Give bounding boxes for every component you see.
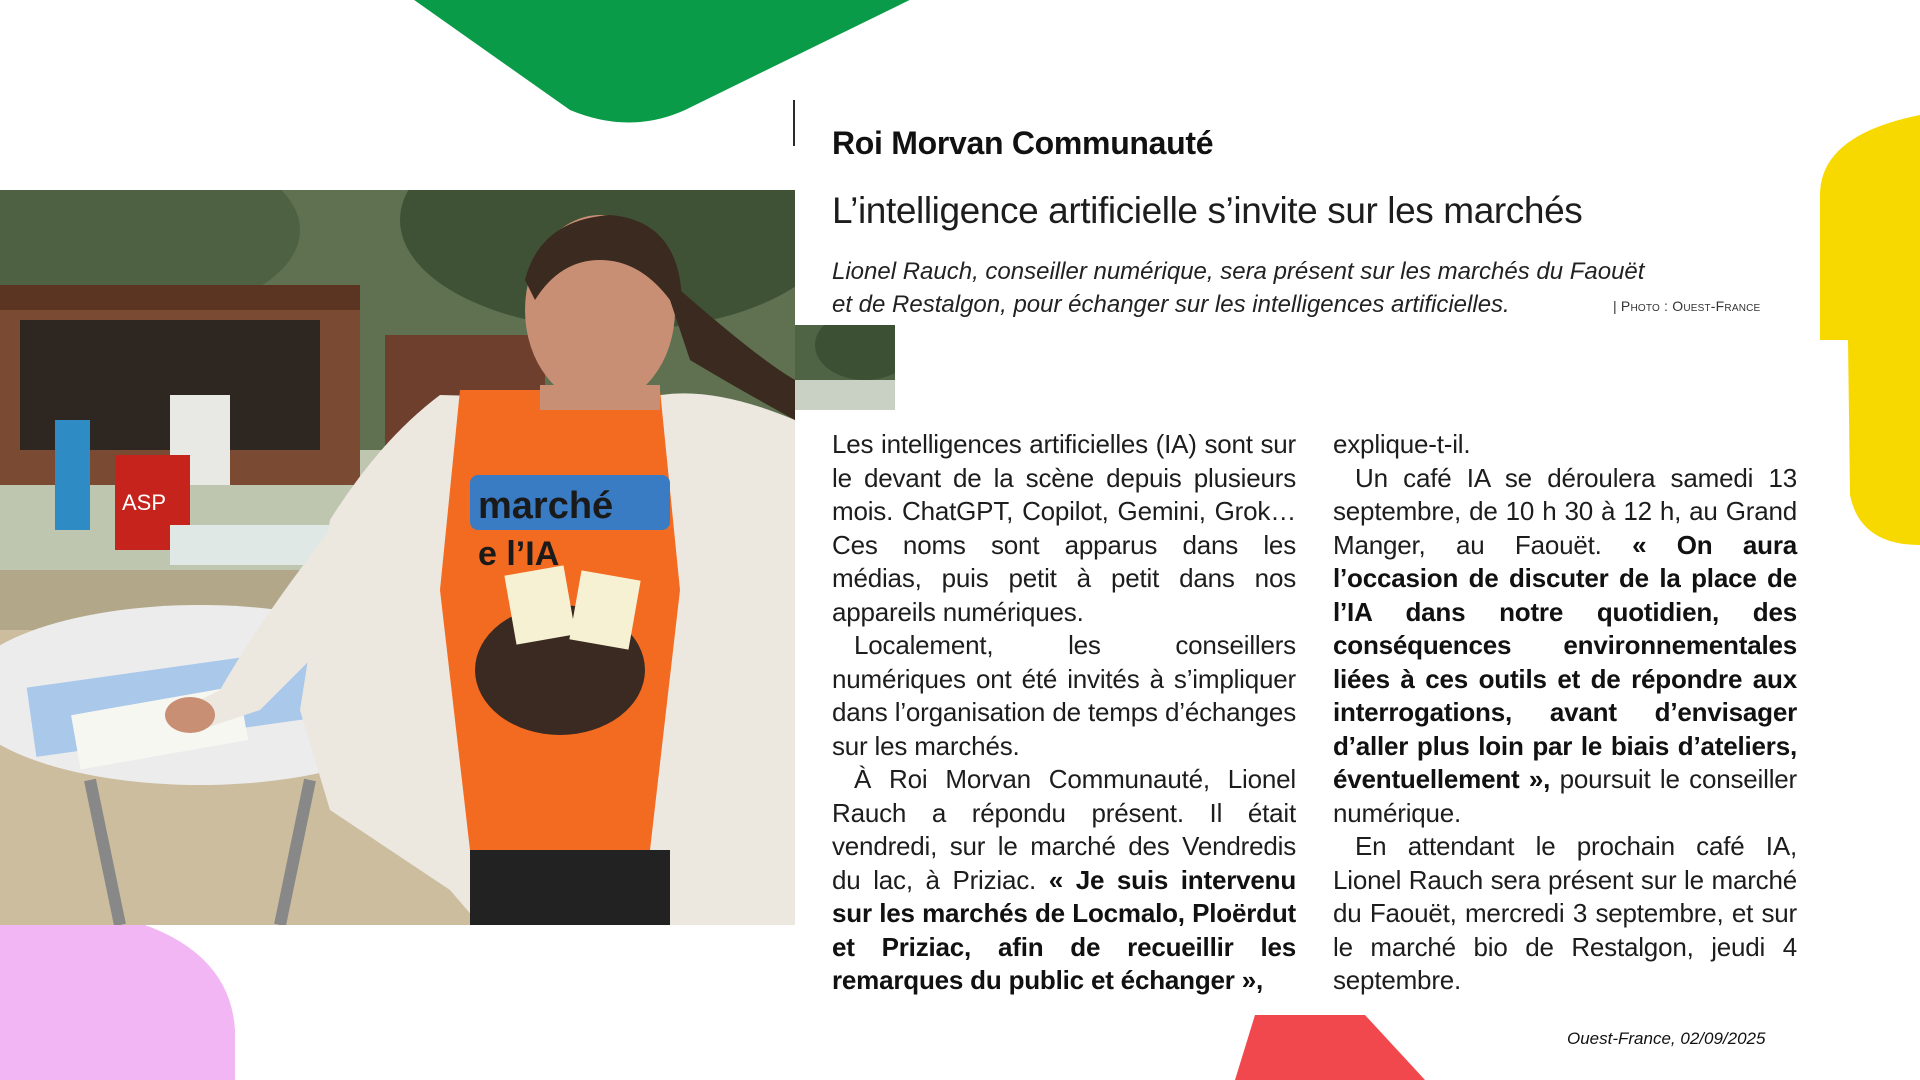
- pink-shape-path: [0, 920, 235, 1080]
- green-shape-path: [400, 0, 930, 123]
- paragraph-3-text: À Roi Morvan Communauté, Lionel Rauch a répondu présent. Il était vendredi, sur le marché des Vendredis du lac, à Priziac.: [832, 764, 1296, 895]
- shirt-text-1: marché: [478, 485, 614, 527]
- yellow-shape-path: [1820, 115, 1920, 545]
- barrel-text: ASP: [122, 490, 167, 515]
- red-shape-path: [1235, 1015, 1425, 1080]
- photo-credit: | Photo : Ouest-France: [1613, 298, 1761, 314]
- article-headline: L’intelligence artificielle s’invite sur les marchés: [832, 190, 1583, 231]
- article-photo: [0, 190, 795, 925]
- article-column-left: [832, 428, 1296, 998]
- paragraph-4: explique-t-il.: [1333, 429, 1471, 459]
- paragraph-3: [832, 763, 1296, 998]
- paragraph-1: Les intelligences artificielles (IA) sont sur le devant de la scène depuis plusieurs mois. ChatGPT, Copilot, Gemini, Grok… Ces noms sont apparus dans les médias, puis petit à petit dans nos appareils numériques.: [832, 429, 1296, 627]
- paragraph-5: [1333, 462, 1797, 831]
- photo-background-extension: [795, 325, 895, 410]
- caption-line-1: Lionel Rauch, conseiller numérique, sera présent sur les marchés du Faouët: [832, 258, 1645, 285]
- green-decorative-shape: [400, 0, 930, 135]
- photo-illustration: [0, 190, 795, 925]
- paragraph-3-quote: « Je suis intervenu sur les marchés de Locmalo, Ploërdut et Priziac, afin de recueillir les remarques du public et échanger »,: [832, 864, 1297, 995]
- shirt-text-2: e l’IA: [478, 535, 560, 573]
- paragraph-5-quote: « On aura l’occasion de discuter de la place de l’IA dans notre quotidien, des conséquences environnementales liées à ces outils et de répondre aux interrogations, avant d’envisager d’aller plus loin par le biais d’ateliers, éventuellement »,: [1333, 529, 1797, 794]
- paragraph-5-end: poursuit le conseiller numérique.: [1333, 764, 1797, 828]
- source-citation: Ouest-France, 02/09/2025: [1567, 1029, 1766, 1048]
- paragraph-6: En attendant le prochain café IA, Lionel Rauch sera présent sur le marché du Faouët, mercredi 3 septembre, et sur le marché bio de Restalgon, jeudi 4 septembre.: [1333, 831, 1797, 995]
- photo-tab-illustration: [795, 325, 895, 410]
- article-kicker: Roi Morvan Communauté: [832, 125, 1214, 161]
- article-column-right: [1333, 428, 1797, 998]
- red-decorative-shape: [1235, 1015, 1425, 1080]
- vertical-rule: [793, 100, 795, 146]
- caption-line-2: et de Restalgon, pour échanger sur les intelligences artificielles.: [832, 291, 1510, 318]
- pink-decorative-shape: [0, 920, 240, 1080]
- paragraph-5-text: Un café IA se déroulera samedi 13 septembre, de 10 h 30 à 12 h, au Grand Manger, au Faouët.: [1333, 462, 1797, 560]
- paragraph-2: Localement, les conseillers numériques ont été invités à s’impliquer dans l’organisation de temps d’échanges sur les marchés.: [832, 630, 1296, 761]
- yellow-decorative-shape: [1820, 115, 1920, 545]
